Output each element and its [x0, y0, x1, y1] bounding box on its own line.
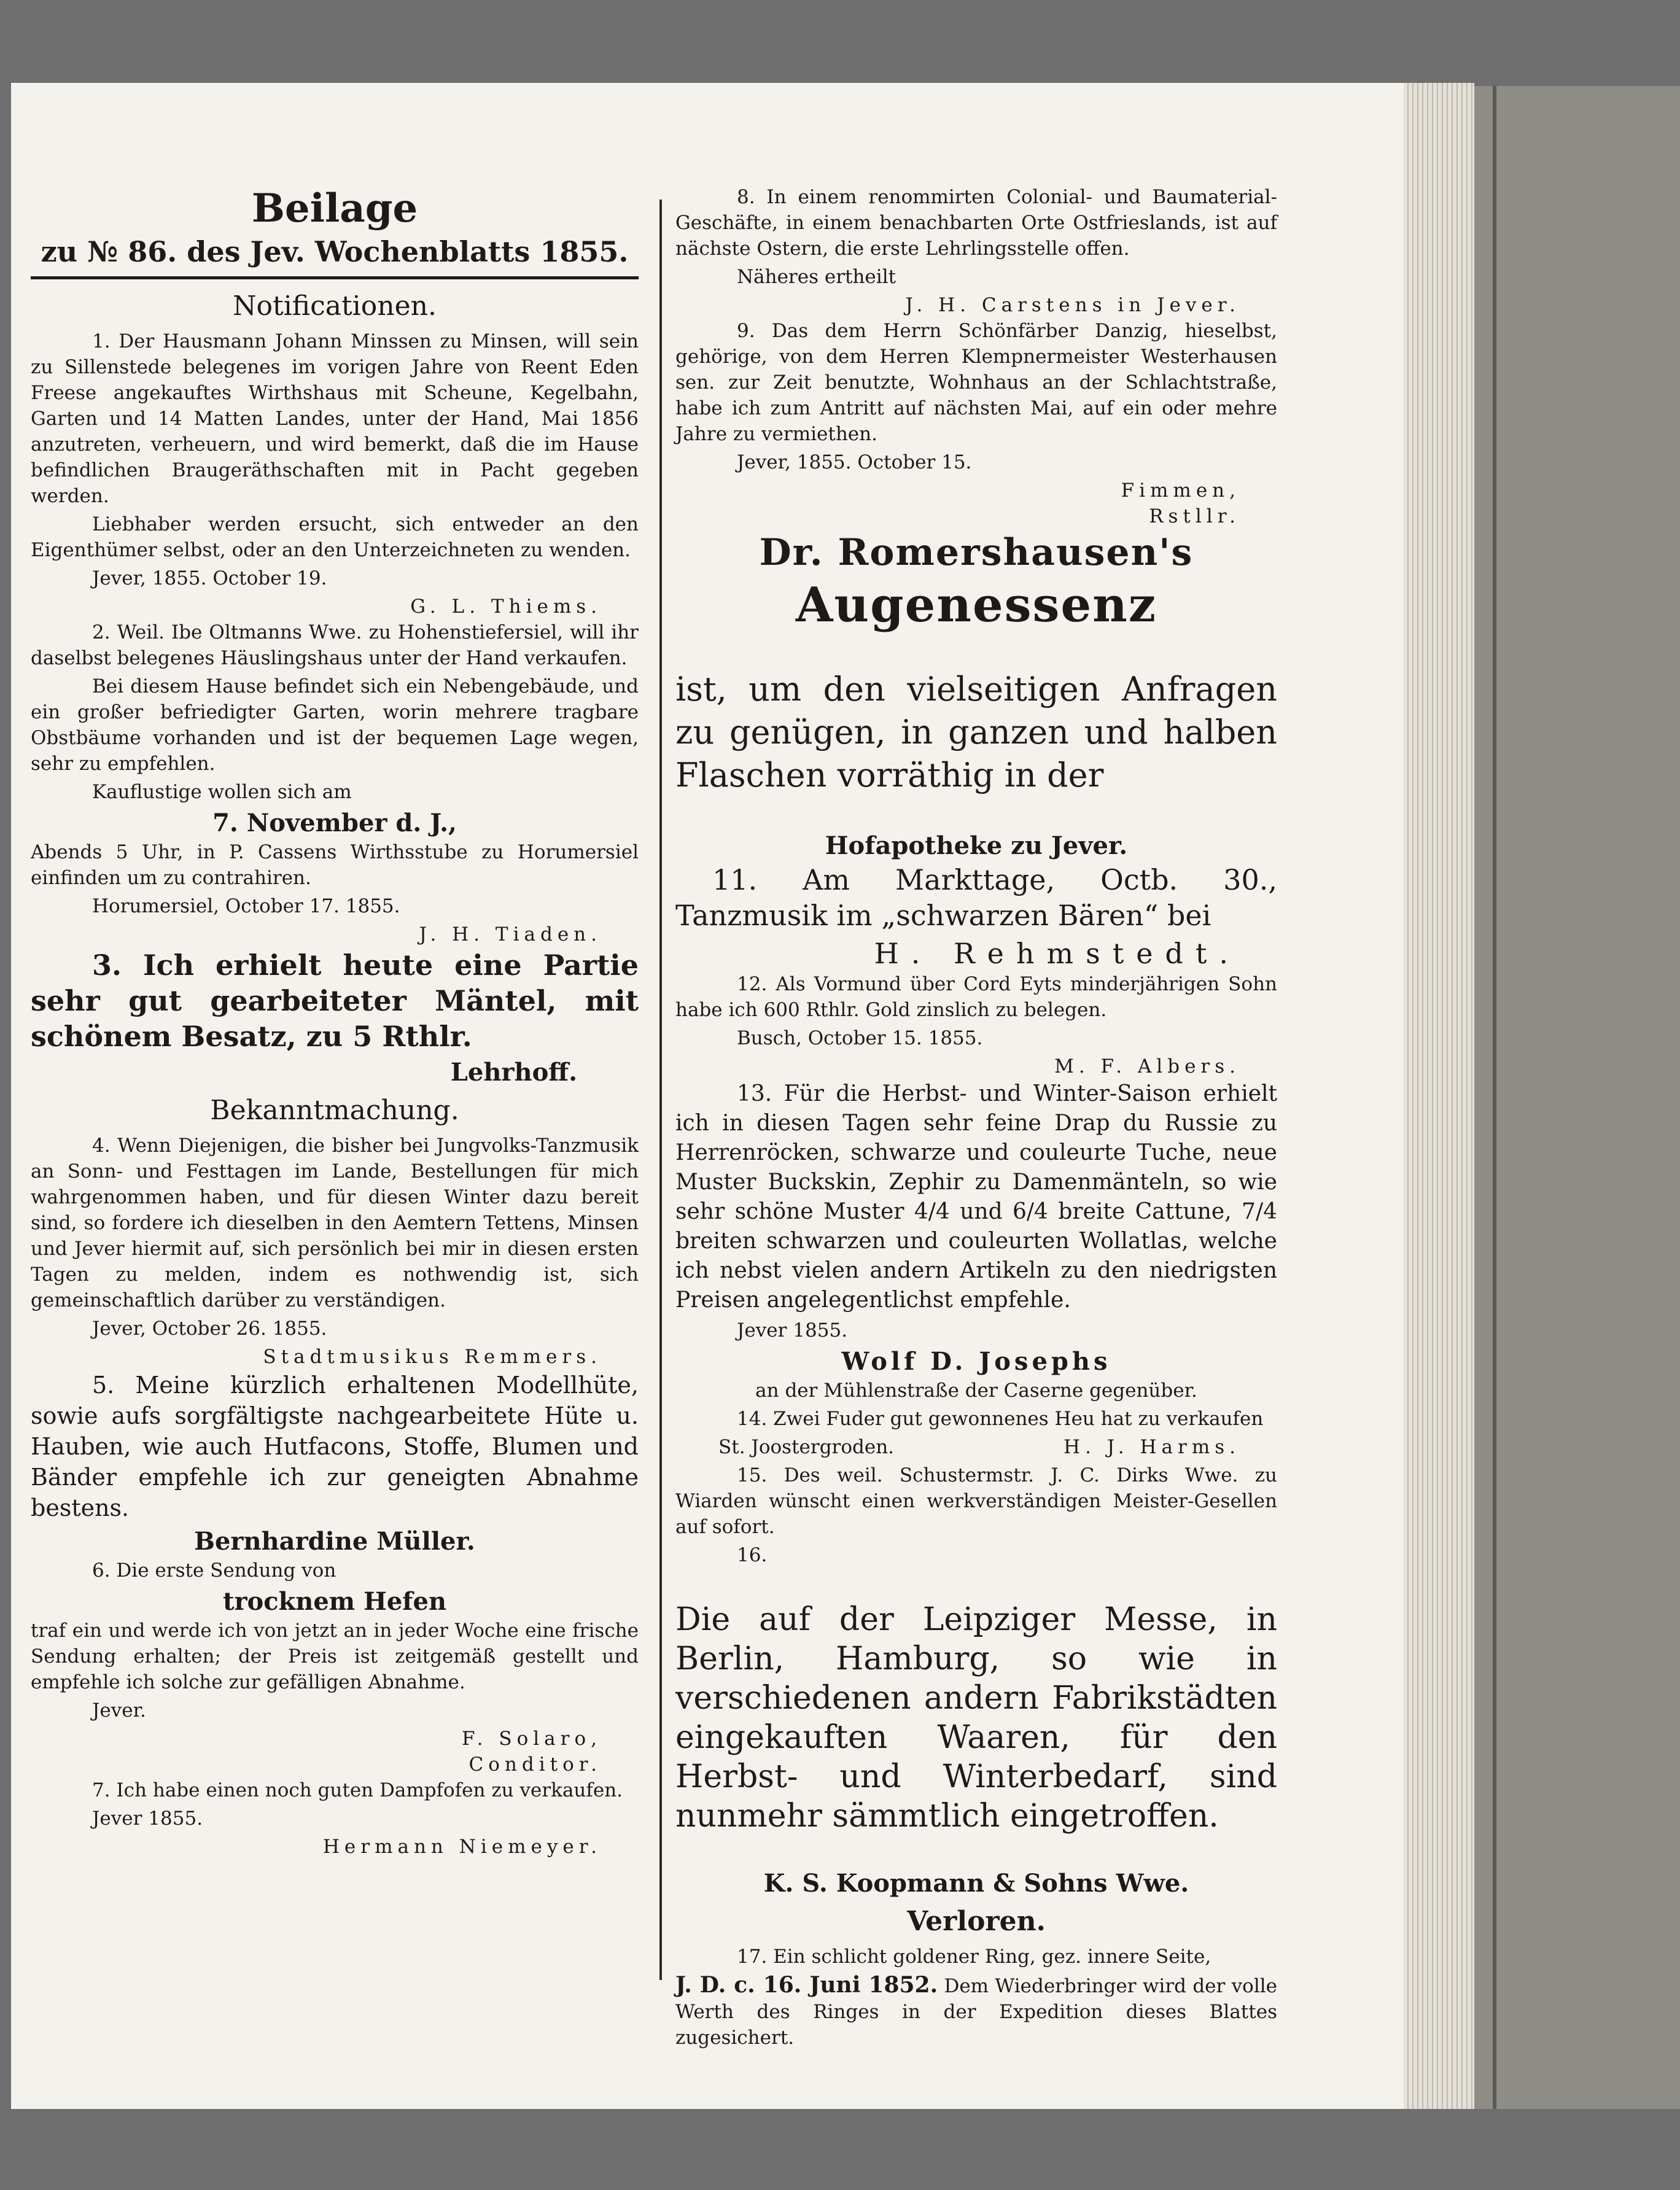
notice-9-signature: Fimmen,: [1121, 480, 1240, 502]
notice-17-mark: J. D. c. 16. Juni 1852.: [675, 1972, 938, 1998]
notice-2-text3: Kauflustige wollen sich am: [92, 781, 352, 803]
notice-2-text4: Abends 5 Uhr, in P. Cassens Wirthsstube zu Horumersiel einfinden um zu contrahiren.: [31, 841, 639, 889]
notice-1-text: 1. Der Hausmann Johann Minssen zu Minsen, will sein zu Sillenstede belegenes im vorigen Jahre von Reent Eden Freese angekauftes Wirthshaus mit Scheune, Kegelbahn, Garten und 14 Matten Landes, unter der Hand, Mai 1856 anzutreten, verheuern, und wird bemerkt, daß die im Hause befindlichen Braugeräthschaften mit in Pacht gegeben werden.: [31, 330, 639, 507]
notice-14-signature: H. J. Harms.: [1064, 1436, 1240, 1458]
notice-17-body: [675, 1972, 1277, 2051]
supplement-subtitle: zu № 86. des Jev. Wochenblatts 1855.: [41, 235, 629, 268]
section-bekanntmachung: Bekanntmachung.: [210, 1095, 459, 1126]
notice-4-text: 4. Wenn Diejenigen, die bisher bei Jungvolks-Tanzmusik an Sonn- und Festtagen im Lande, Bestellungen für mich wahrgenommen haben, und für diesen Winter dazu bereit sind, so fordere ich dieselben in den Aemtern Tettens, Minsen und Jever hiermit auf, sich persönlich bei mir in diesen ersten Tagen zu melden, indem es nothwendig ist, sich gemeinschaftlich darüber zu verständigen.: [31, 1135, 639, 1311]
notice-4-date: Jever, October 26. 1855.: [92, 1318, 327, 1340]
column-divider: [659, 200, 662, 1980]
notice-13-address: an der Mühlenstraße der Caserne gegenüber.: [755, 1380, 1197, 1402]
notice-1-text2: Liebhaber werden ersucht, sich entweder an den Eigenthümer selbst, oder an den Unterzeichneten zu wenden.: [31, 513, 639, 561]
page-edges: [1404, 83, 1474, 2109]
notice-14-footer: [675, 1434, 1277, 1460]
notice-16-number: 16.: [737, 1544, 768, 1566]
notice-2-place-date: Horumersiel, October 17. 1855.: [92, 895, 400, 917]
notice-17-text2: Dem Wiederbringer wird der volle Werth des Ringes in der Expedition dieses Blattes zugesichert.: [675, 1975, 1278, 2049]
notice-17-text: 17. Ein schlicht goldener Ring, gez. innere Seite,: [737, 1946, 1211, 1968]
notice-5-signature: Bernhardine Müller.: [194, 1527, 475, 1556]
notice-9-date: Jever, 1855. October 15.: [737, 451, 972, 473]
notice-6-place: Jever.: [92, 1699, 146, 1722]
notice-6-text2: traf ein und werde ich von jetzt an in jeder Woche eine frische Sendung erhalten; der Preis ist zeitgemäß gestellt und empfehle ich solche zur gefälligen Abnahme.: [31, 1620, 639, 1693]
notice-10-text: ist, um den vielseitigen Anfragen zu genügen, in ganzen und halben Flaschen vorräthig in der: [675, 670, 1277, 794]
right-column: [675, 184, 1277, 2053]
notice-16-text: Die auf der Leipziger Messe, in Berlin, Hamburg, so wie in verschiedenen andern Fabrikstädten eingekauften Waaren, für den Herbst- und Winterbedarf, sind nunmehr sämmtlich eingetroffen.: [675, 1601, 1277, 1835]
notice-14-place: St. Joostergroden.: [718, 1436, 895, 1458]
notice-6-signature: F. Solaro,: [461, 1728, 602, 1750]
notice-7-date: Jever 1855.: [92, 1808, 203, 1830]
notice-6-signature2: Conditor.: [469, 1753, 602, 1776]
notice-12-text: 12. Als Vormund über Cord Eyts minderjährigen Sohn habe ich 600 Rthlr. Gold zinslich zu belegen.: [675, 973, 1277, 1021]
notice-7-text: 7. Ich habe einen noch guten Dampfofen zu verkaufen.: [92, 1779, 623, 1801]
notice-2-text2: Bei diesem Hause befindet sich ein Nebengebäude, und ein großer befriedigter Garten, worin mehrere tragbare Obstbäume vorhanden und ist der bequemen Lage wegen, sehr zu empfehlen.: [31, 675, 639, 775]
notice-7-signature: Hermann Niemeyer.: [322, 1836, 602, 1858]
notice-6-text: 6. Die erste Sendung von: [92, 1559, 336, 1582]
notice-11-text: 11. Am Markttage, Octb. 30., Tanzmusik im „schwarzen Bären“ bei: [675, 863, 1277, 932]
notice-8-text: 8. In einem renommirten Colonial- und Baumaterial-Geschäfte, in einem benachbarten Orte Ostfrieslands, ist auf nächste Ostern, die erste Lehrlingsstelle offen.: [675, 186, 1277, 260]
notice-8-signature: J. H. Carstens in Jever.: [905, 294, 1240, 316]
notice-13-signature: Wolf D. Josephs: [841, 1347, 1111, 1376]
notice-1-signature: G. L. Thiems.: [410, 596, 602, 618]
notice-4-signature: Stadtmusikus Remmers.: [263, 1346, 602, 1368]
notice-10-title: Dr. Romershausen's: [759, 531, 1194, 574]
notice-2-text: 2. Weil. Ibe Oltmanns Wwe. zu Hohenstiefersiel, will ihr daselbst belegenes Häuslingshaus unter der Hand verkaufen.: [31, 621, 639, 669]
notice-6-big: trocknem Hefen: [222, 1587, 447, 1616]
notice-15-text: 15. Des weil. Schustermstr. J. C. Dirks Wwe. zu Wiarden wünscht einen werkverständigen Meister-Gesellen auf sofort.: [675, 1464, 1277, 1538]
notice-2-date-big: 7. November d. J.,: [212, 809, 457, 837]
left-column: [31, 184, 639, 1860]
notice-11-signature: H. Rehmstedt.: [874, 937, 1240, 970]
section-verloren: Verloren.: [907, 1906, 1046, 1937]
notice-5-text: 5. Meine kürzlich erhaltenen Modellhüte, sowie aufs sorgfältigste nachgearbeitete Hüte u. Hauben, wie auch Hutfacons, Stoffe, Blumen und Bänder empfehle ich zur geneigten Abnahme bestens.: [31, 1372, 639, 1521]
section-notifications: Notificationen.: [233, 290, 437, 322]
notice-2-signature: J. H. Tiaden.: [419, 923, 602, 946]
notice-14-text: 14. Zwei Fuder gut gewonnenes Heu hat zu verkaufen: [737, 1408, 1264, 1430]
notice-10-title2: Augenessenz: [795, 577, 1157, 633]
notice-3-signature: Lehrhoff.: [450, 1058, 577, 1087]
header-rule: [31, 276, 639, 279]
notice-13-date: Jever 1855.: [737, 1319, 848, 1342]
notice-8-text2: Näheres ertheilt: [737, 266, 896, 288]
notice-1-date: Jever, 1855. October 19.: [92, 567, 327, 589]
notice-12-date: Busch, October 15. 1855.: [737, 1027, 983, 1049]
notice-16-signature: K. S. Koopmann & Sohns Wwe.: [763, 1869, 1189, 1898]
notice-9-text: 9. Das dem Herrn Schönfärber Danzig, hieselbst, gehörige, von dem Herren Klempnermeister Westerhausen sen. zur Zeit benutzte, Wohnhaus an der Schlachtstraße, habe ich zum Antritt auf nächsten Mai, auf ein oder mehre Jahre zu vermiethen.: [675, 320, 1277, 445]
supplement-title: Beilage: [251, 185, 418, 231]
notice-3-text: 3. Ich erhielt heute eine Partie sehr gut gearbeiteter Mäntel, mit schönem Besatz, zu 5 Rthlr.: [31, 949, 639, 1053]
notice-13-text: 13. Für die Herbst- und Winter-Saison erhielt ich in diesen Tagen sehr feine Drap du Russie zu Herrenröcken, schwarze und couleurte Tuche, neue Muster Buckskin, Zephir zu Damenmänteln, so wie sehr schöne Muster 4/4 und 6/4 breite Cattune, 7/4 breiten schwarzen und couleurten Wollatlas, welche ich nebst vielen andern Artikeln zu den niedrigsten Preisen angelegentlichst empfehle.: [675, 1081, 1277, 1313]
book-spine: [1474, 86, 1680, 2109]
notice-9-signature2: Rstllr.: [1149, 505, 1240, 527]
notice-10-place: Hofapotheke zu Jever.: [825, 831, 1128, 860]
notice-12-signature: M. F. Albers.: [1054, 1055, 1240, 1078]
